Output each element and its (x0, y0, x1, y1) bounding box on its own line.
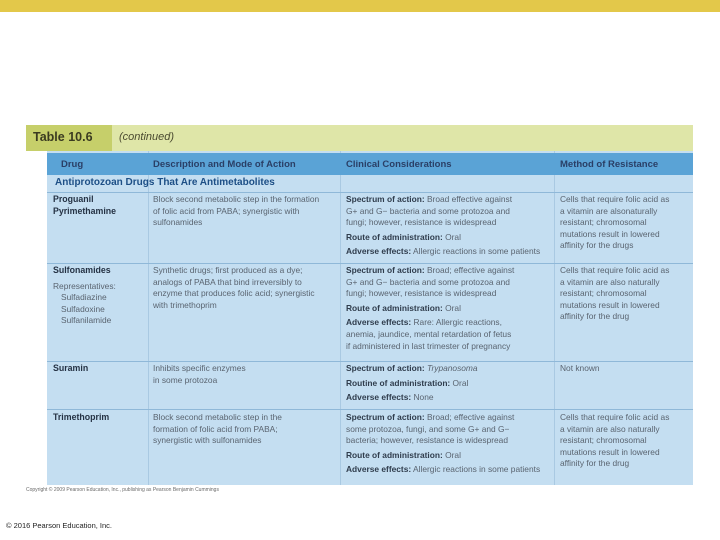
header-clinical: Clinical Considerations (346, 159, 452, 170)
clinical-text: fungi; however, resistance is widespread (346, 288, 497, 299)
clinical-text: Broad; effective against (426, 412, 515, 422)
clinical-label: Adverse effects: (346, 464, 412, 475)
description-line: synergistic with sulfonamides (153, 435, 262, 446)
resistance-line: Cells that require folic acid as (560, 265, 670, 275)
drug-table (26, 125, 693, 485)
column-divider (554, 151, 555, 485)
clinical-text: G+ and G− bacteria and some protozoa and (346, 276, 510, 287)
description-line: analogs of PABA that bind irreversibly to (153, 276, 302, 287)
row-divider (47, 192, 693, 193)
clinical-label: Adverse effects: (346, 392, 412, 403)
clinical-label: Adverse effects: (346, 317, 412, 328)
clinical-cell (346, 194, 552, 258)
table-header-row (47, 153, 693, 175)
resistance-line: resistant; chromosomal (560, 217, 647, 228)
description-cell (153, 265, 338, 311)
clinical-text: Oral (445, 302, 461, 313)
header-description: Description and Mode of Action (153, 159, 296, 170)
description-cell (153, 363, 338, 386)
resistance-cell (560, 194, 692, 252)
clinical-label: Adverse effects: (346, 246, 412, 257)
resistance-cell (560, 265, 692, 323)
description-line: Block second metabolic step in the (153, 412, 282, 422)
clinical-text: Allergic reactions in some patients (413, 246, 541, 257)
clinical-text: Allergic reactions in some patients (413, 464, 541, 475)
drug-cell (53, 363, 145, 375)
description-line: Synthetic drugs; first produced as a dye; (153, 265, 303, 275)
resistance-line: affinity for the drug (560, 311, 630, 322)
description-cell (153, 194, 338, 229)
drug-name: Proguanil (53, 194, 94, 204)
drug-cell (53, 194, 145, 217)
representatives-label: Representatives: (53, 280, 116, 291)
drug-cell (53, 265, 145, 327)
clinical-text: if administered in last trimester of pregnancy (346, 340, 511, 351)
section-row (47, 176, 693, 192)
representative-drug: Sulfanilamide (61, 315, 112, 326)
drug-name: Pyrimethamine (53, 205, 117, 216)
drug-name: Suramin (53, 363, 89, 373)
clinical-text: G+ and G− bacteria and some protozoa and (346, 205, 510, 216)
clinical-cell (346, 412, 552, 476)
clinical-text: bacteria; however, resistance is widespread (346, 435, 508, 446)
table-number: Table 10.6 (33, 130, 93, 144)
clinical-text: None (413, 392, 434, 403)
resistance-line: affinity for the drug (560, 458, 630, 469)
clinical-label: Spectrum of action: (346, 412, 425, 422)
clinical-text: anemia, jaundice, mental retardation of fetus (346, 328, 512, 339)
clinical-text: Rare: Allergic reactions, (413, 317, 502, 328)
clinical-text: fungi; however, resistance is widespread (346, 217, 497, 228)
description-line: formation of folic acid from PABA; (153, 423, 278, 434)
resistance-line: Cells that require folic acid as (560, 194, 670, 204)
clinical-text: Broad; effective against (426, 265, 515, 275)
resistance-line: affinity for the drugs (560, 240, 634, 251)
description-line: Inhibits specific enzymes (153, 363, 246, 373)
drug-name: Trimethoprim (53, 412, 110, 422)
resistance-line: mutations result in lowered (560, 446, 660, 457)
resistance-line: Cells that require folic acid as (560, 412, 670, 422)
clinical-text: Trypanosoma (426, 363, 478, 373)
top-accent-bar (0, 0, 720, 12)
description-line: with trimethoprim (153, 299, 217, 310)
clinical-label: Spectrum of action: (346, 194, 425, 204)
resistance-line: a vitamin are also naturally (560, 276, 660, 287)
header-resistance: Method of Resistance (560, 159, 659, 170)
drug-name: Sulfonamides (53, 265, 111, 275)
description-line: Block second metabolic step in the formation (153, 194, 320, 204)
footer-copyright: © 2016 Pearson Education, Inc. (6, 521, 113, 530)
resistance-line: resistant; chromosomal (560, 435, 647, 446)
table-number-tab (26, 125, 112, 151)
table-caption-bar (26, 125, 693, 151)
column-divider (340, 151, 341, 485)
clinical-cell (346, 363, 552, 404)
resistance-line: a vitamin are also naturally (560, 423, 660, 434)
resistance-cell (560, 412, 692, 470)
clinical-label: Route of administration: (346, 449, 443, 460)
clinical-label: Routine of administration: (346, 377, 451, 388)
resistance-line: Not known (560, 363, 600, 373)
row-divider (47, 263, 693, 264)
resistance-line: a vitamin are alsonaturally (560, 205, 658, 216)
description-line: sulfonamides (153, 217, 203, 228)
clinical-text: Oral (452, 377, 469, 388)
table-continued-label: (continued) (119, 131, 175, 143)
header-drug: Drug (61, 159, 84, 170)
clinical-label: Route of administration: (346, 231, 443, 242)
description-cell (153, 412, 338, 447)
clinical-text: Broad effective against (426, 194, 513, 204)
clinical-text: Oral (445, 231, 461, 242)
representative-drug: Sulfadiazine (61, 292, 107, 303)
resistance-cell (560, 363, 692, 375)
description-line: of folic acid from PABA; synergistic with (153, 205, 300, 216)
clinical-label: Spectrum of action: (346, 363, 425, 373)
clinical-label: Route of administration: (346, 302, 443, 313)
drug-cell (53, 412, 145, 424)
clinical-cell (346, 265, 552, 352)
resistance-line: mutations result in lowered (560, 228, 660, 239)
column-divider (148, 151, 149, 485)
clinical-text: some protozoa, fungi, and some G+ and G− (346, 423, 510, 434)
description-line: enzyme that produces folic acid; synergistic (153, 288, 315, 299)
clinical-text: Oral (445, 449, 461, 460)
resistance-line: resistant; chromosomal (560, 288, 647, 299)
resistance-line: mutations result in lowered (560, 299, 660, 310)
representative-drug: Sulfadoxine (61, 303, 105, 314)
table-copyright: Copyright © 2009 Pearson Education, Inc., publishing as Pearson Benjamin Cummings (26, 487, 219, 493)
table-grid (47, 151, 693, 485)
row-divider (47, 409, 693, 410)
description-line: in some protozoa (153, 374, 218, 385)
row-divider (47, 361, 693, 362)
section-title: Antiprotozoan Drugs That Are Antimetabolites (55, 177, 275, 188)
clinical-label: Spectrum of action: (346, 265, 425, 275)
